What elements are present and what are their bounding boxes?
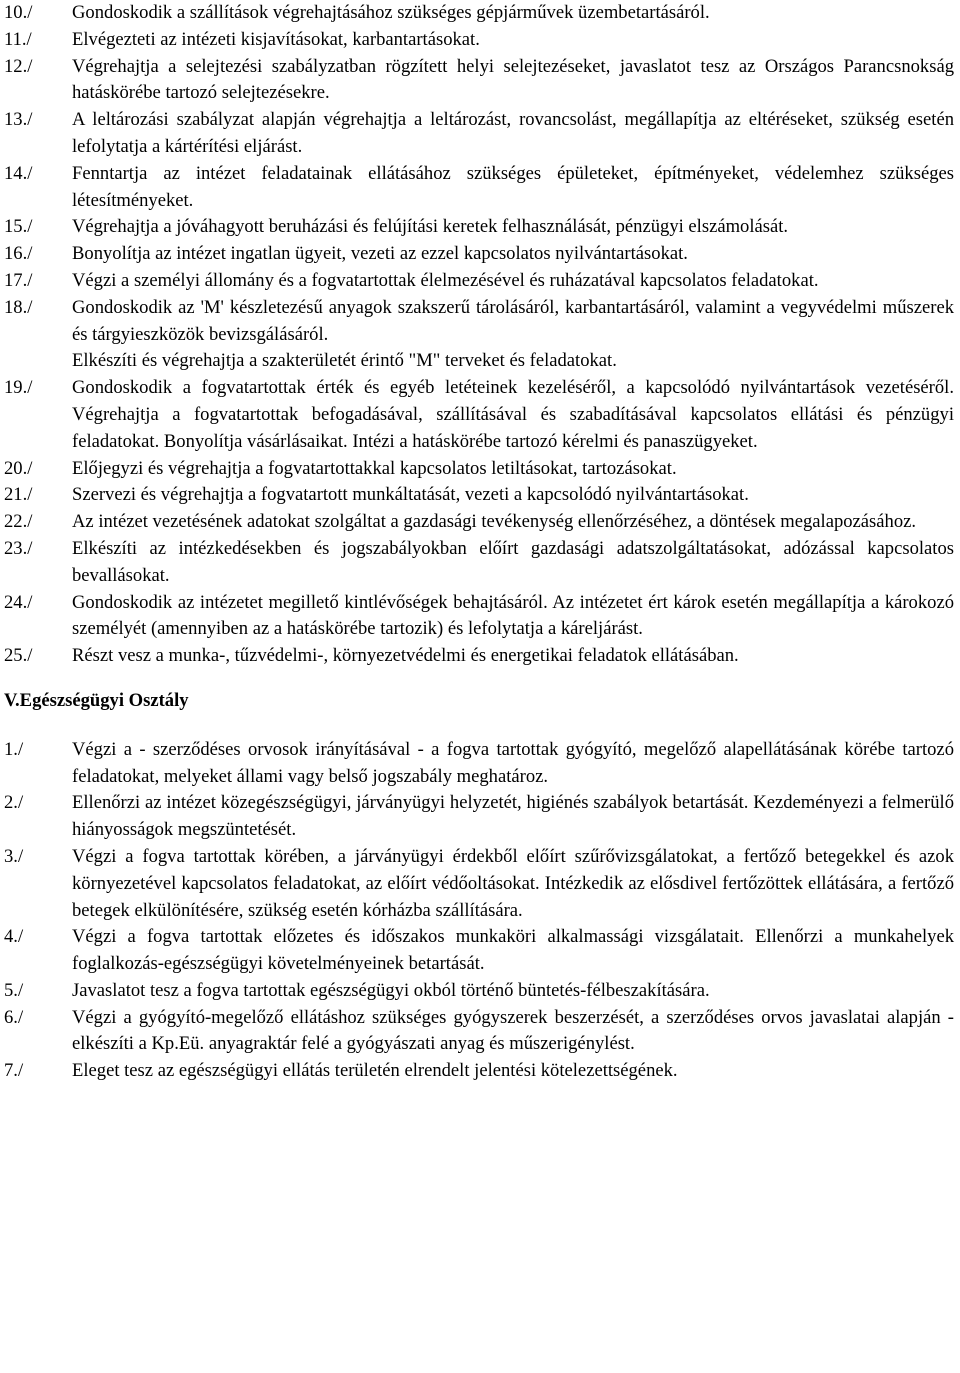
- item-text: [72, 509, 954, 536]
- list-item: [4, 268, 954, 295]
- item-number: 19./: [4, 377, 33, 399]
- item-paragraph: Elkészíti az intézkedésekben és jogszabályokban előírt gazdasági adatszolgáltatásokat, adózással kapcsolatos bevallásokat.: [72, 537, 954, 586]
- task-list-economic: [4, 0, 954, 670]
- section-heading: V.Egészségügyi Osztály: [4, 689, 189, 711]
- list-item: [4, 1058, 954, 1085]
- list-item: [4, 456, 954, 483]
- list-item: [4, 482, 954, 509]
- item-paragraph: Szervezi és végrehajtja a fogvatartott munkáltatását, vezeti a kapcsolódó nyilvántartásokat.: [72, 484, 749, 506]
- item-paragraph: Ellenőrzi az intézet közegészségügyi, járványügyi helyzetét, higiénés szabályok betartását. Kezdeményezi a felmerülő hiányosságok megszüntetését.: [72, 792, 954, 841]
- item-paragraph: Végzi a fogva tartottak előzetes és időszakos munkaköri alkalmassági vizsgálatait. Ellenőrzi a munkahelyek foglalkozás-egészségügyi követelményeinek betartását.: [72, 926, 954, 975]
- item-number: 18./: [4, 296, 33, 318]
- list-item: [4, 978, 954, 1005]
- item-text: [72, 456, 954, 483]
- item-text: [72, 482, 954, 509]
- item-paragraph: Javaslatot tesz a fogva tartottak egészségügyi okból történő büntetés-félbeszakítására.: [72, 979, 710, 1001]
- item-text: [72, 643, 954, 670]
- item-paragraph: Eleget tesz az egészségügyi ellátás területén elrendelt jelentési kötelezettségének.: [72, 1060, 678, 1082]
- item-number: 5./: [4, 979, 24, 1001]
- item-text: [72, 924, 954, 978]
- list-item: [4, 375, 954, 455]
- item-paragraph: A leltározási szabályzat alapján végrehajtja a leltározást, rovancsolást, megállapítja az eltéréseket, szükség esetén lefolytatja a kártérítési eljárást.: [72, 109, 954, 157]
- item-paragraph: Gondoskodik a fogvatartottak érték és egyéb letéteinek kezeléséről, a kapcsolódó nyilvántartások vezetéséről. Végrehajtja a fogvatartottak befogadásával, szállításával és szabadításával kapcsolatos ellátási és pénzügyi feladatokat. Bonyolítja vásárlásaikat. Intézi a hatáskörébe tartozó kérelmi és panaszügyeket.: [72, 377, 954, 452]
- item-paragraph: Végrehajtja a selejtezési szabályzatban rögzített helyi selejtezéseket, javaslatot tesz az Országos Parancsnokság hatáskörébe tartozó selejtezésekre.: [72, 55, 954, 104]
- item-paragraph: Végzi a gyógyító-megelőző ellátáshoz szükséges gyógyszerek beszerzését, a szerződéses orvos javaslatai alapján - elkészíti a Kp.Eü. anyagraktár felé a gyógyászati anyag és műszerigénylést.: [72, 1006, 954, 1055]
- item-number: 2./: [4, 792, 24, 814]
- item-text: [72, 54, 954, 108]
- item-text: [72, 790, 954, 844]
- list-item: [4, 27, 954, 54]
- item-paragraph: Gondoskodik a szállítások végrehajtásához szükséges gépjárművek üzembetartásáról.: [72, 2, 710, 23]
- item-number: 6./: [4, 1006, 24, 1028]
- item-number: 14./: [4, 162, 33, 184]
- item-paragraph: Elkészíti és végrehajtja a szakterületét érintő "M" terveket és feladatokat.: [72, 350, 617, 372]
- item-number: 24./: [4, 591, 33, 613]
- item-text: [72, 0, 954, 27]
- item-text: [72, 161, 954, 215]
- item-number: 21./: [4, 484, 33, 506]
- item-text: [72, 27, 954, 54]
- item-text: [72, 107, 954, 161]
- item-number: 25./: [4, 645, 33, 667]
- item-paragraph: Végrehajtja a jóváhagyott beruházási és felújítási keretek felhasználását, pénzügyi elszámolását.: [72, 216, 789, 238]
- list-item: [4, 509, 954, 536]
- item-text: [72, 1058, 954, 1085]
- item-text: [72, 978, 954, 1005]
- item-paragraph: Előjegyzi és végrehajtja a fogvatartottakkal kapcsolatos letiltásokat, tartozásokat.: [72, 457, 677, 479]
- item-paragraph: Bonyolítja az intézet ingatlan ügyeit, vezeti az ezzel kapcsolatos nyilvántartásokat.: [72, 243, 688, 265]
- item-text: [72, 295, 954, 375]
- list-item: [4, 241, 954, 268]
- item-paragraph: Részt vesz a munka-, tűzvédelmi-, környezetvédelmi és energetikai feladatok ellátásában.: [72, 645, 739, 667]
- item-text: [72, 268, 954, 295]
- item-text: [72, 241, 954, 268]
- item-text: [72, 844, 954, 924]
- item-number: 23./: [4, 537, 33, 559]
- item-number: 1./: [4, 738, 24, 760]
- item-number: 4./: [4, 926, 24, 948]
- item-text: [72, 536, 954, 590]
- item-number: 22./: [4, 511, 33, 533]
- list-item: [4, 643, 954, 670]
- list-item: [4, 1005, 954, 1059]
- item-paragraph: Végzi a - szerződéses orvosok irányításával - a fogva tartottak gyógyító, megelőző alapellátásának körébe tartozó feladatokat, melyeket állami vagy belső jogszabály meghatároz.: [72, 738, 954, 787]
- item-number: 3./: [4, 845, 24, 867]
- item-text: [72, 1005, 954, 1059]
- list-item: [4, 536, 954, 590]
- list-item: [4, 214, 954, 241]
- list-item: [4, 295, 954, 375]
- list-item: [4, 737, 954, 791]
- list-item: [4, 844, 954, 924]
- item-number: 11./: [4, 28, 32, 50]
- item-number: 12./: [4, 55, 33, 77]
- item-number: 15./: [4, 216, 33, 238]
- list-item: [4, 924, 954, 978]
- list-item: [4, 54, 954, 108]
- item-number: 17./: [4, 269, 33, 291]
- item-paragraph: Fenntartja az intézet feladatainak ellátásához szükséges épületeket, építményeket, védelemhez szükséges létesítményeket.: [72, 162, 954, 211]
- item-paragraph: Végzi a fogva tartottak körében, a járványügyi érdekből előírt szűrővizsgálatokat, a fertőző betegekkel és azok környezetével kapcsolatos feladatokat, az előírt védőoltásokat. Intézkedik az elősdivel fertőzöttek ellátására, a fertőző betegek elkülönítésére, szükség esetén kórházba szállítására.: [72, 845, 954, 921]
- item-paragraph: Gondoskodik az intézetet megillető kintlévőségek behajtásáról. Az intézetet ért károk esetén megállapítja a károkozó személyét (amennyiben az a hatáskörébe tartozik) és lefolytatja a káreljárást.: [72, 591, 954, 640]
- item-number: 13./: [4, 109, 33, 131]
- list-item: [4, 790, 954, 844]
- item-number: 16./: [4, 243, 33, 265]
- item-text: [72, 737, 954, 791]
- item-paragraph: Elvégezteti az intézeti kisjavításokat, karbantartásokat.: [72, 28, 480, 50]
- list-item: [4, 0, 954, 27]
- item-text: [72, 214, 954, 241]
- item-text: [72, 590, 954, 644]
- task-list-health: [4, 737, 954, 1085]
- list-item: [4, 161, 954, 215]
- item-text: [72, 375, 954, 455]
- item-paragraph: Gondoskodik az 'M' készletezésű anyagok szakszerű tárolásáról, karbantartásáról, valamint a vegyvédelmi műszerek és tárgyieszközök bevizsgálásáról.: [72, 296, 954, 345]
- item-paragraph: Végzi a személyi állomány és a fogvatartottak élelmezésével és ruházatával kapcsolatos feladatokat.: [72, 269, 819, 291]
- list-item: [4, 590, 954, 644]
- item-number: 10./: [4, 2, 33, 23]
- item-paragraph: Az intézet vezetésének adatokat szolgáltat a gazdasági tevékenység ellenőrzéséhez, a döntések megalapozásához.: [72, 511, 917, 533]
- list-item: [4, 107, 954, 161]
- item-number: 20./: [4, 457, 33, 479]
- item-number: 7./: [4, 1060, 24, 1082]
